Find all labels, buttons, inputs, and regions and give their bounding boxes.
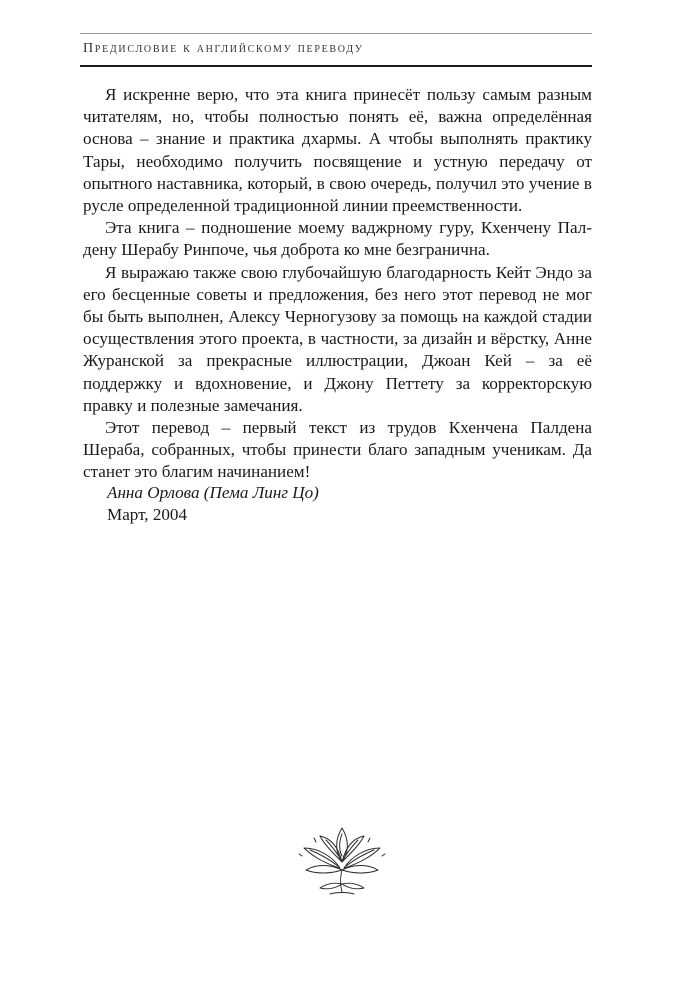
paragraph-2: Эта книга – подношение моему ваджрному гуру, Кхенчену Палдену Шерабу Ринпоче, чья доброта ко мне безгранична. bbox=[83, 218, 592, 260]
signature-date: Март, 2004 bbox=[107, 505, 188, 525]
running-head: Предисловие к английскому переводу bbox=[83, 41, 364, 56]
paragraph-1: Я искренне верю, что эта книга принесёт пользу самым разным читателям, но, чтобы полностью понять её, важна определённая основа – знание и практика дхармы. А чтобы выполнять практику Тары, необходимо получить посвящение и устную передачу от опытного наставника, который, в свою очередь, получил это учение в русле определенной традиционной линии преемственности. bbox=[83, 85, 592, 216]
signature-block bbox=[107, 482, 319, 526]
header-top-line bbox=[80, 33, 592, 34]
header-rule bbox=[80, 65, 592, 67]
translator-name: Анна Орлова (Пема Линг Цо) bbox=[107, 483, 319, 502]
paragraph-4: Этот перевод – первый текст из трудов Кхенчена Палдена Шераба, собранных, чтобы принести благо западным ученикам. Да станет это благим начинанием! bbox=[83, 418, 592, 482]
lotus-icon bbox=[296, 822, 388, 902]
paragraph-3: Я выражаю также свою глубочайшую благодарность Кейт Эндо за его бесценные советы и предложения, без него этот перевод не мог бы быть выполнен, Алексу Черногузову за помощь на каждой стадии осуществления этого проекта, в частности, за дизайн и вёрстку, Анне Журанской за прекрасные иллюстрации, Джоан Кей – за её поддержку и вдохновение, и Джону Петтету за корректорскую правку и полезные замечания. bbox=[83, 262, 592, 415]
main-text bbox=[83, 84, 592, 484]
